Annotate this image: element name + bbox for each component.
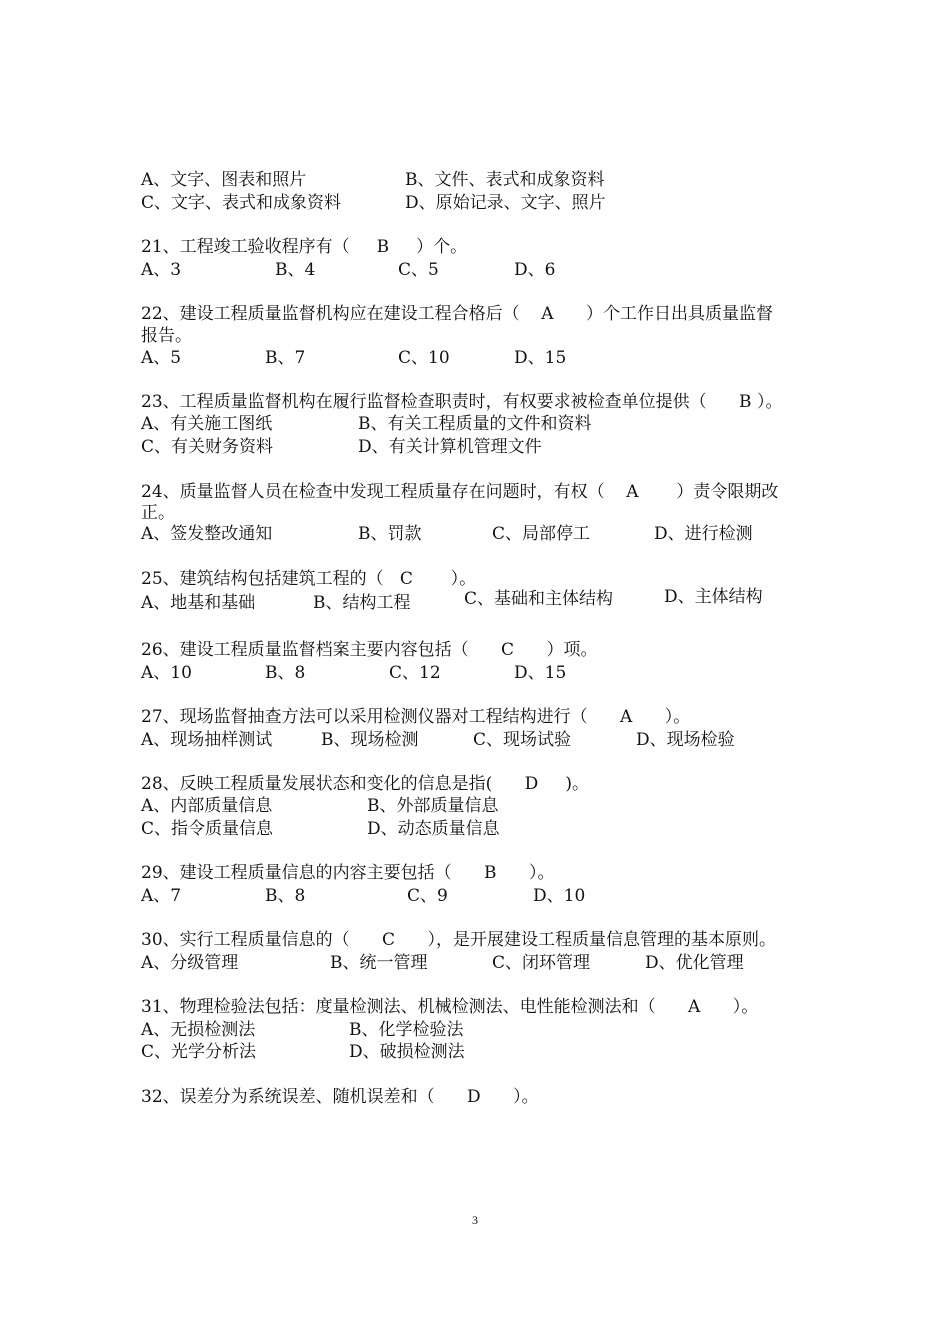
q23-stem: 23、工程质量监督机构在履行监督检查职责时，有权要求被检查单位提供（ B ）。 (141, 392, 783, 412)
q23-option-d: D、有关计算机管理文件 (358, 437, 542, 457)
q24-option-b: B、罚款 (358, 524, 422, 544)
q31-stem: 31、物理检验法包括：度量检测法、机械检测法、电性能检测法和（ A ）。 (141, 997, 759, 1017)
q23-option-b: B、有关工程质量的文件和资料 (358, 414, 592, 434)
q22-stem-line2: 报告。 (141, 326, 192, 346)
q25-stem: 25、建筑结构包括建筑工程的（ C ）。 (141, 569, 477, 589)
q28-option-d: D、动态质量信息 (367, 819, 500, 839)
q21-stem: 21、工程竣工验收程序有（ B ）个。 (141, 237, 468, 257)
q28-option-a: A、内部质量信息 (141, 796, 273, 816)
q22-option-d: D、15 (514, 348, 567, 368)
q27-option-a: A、现场抽样测试 (141, 730, 273, 750)
q20-option-c: C、文字、表式和成象资料 (141, 193, 342, 213)
q26-option-a: A、10 (141, 663, 192, 683)
q31-option-d: D、破损检测法 (349, 1042, 465, 1062)
q29-option-a: A、7 (141, 886, 182, 906)
q25-option-a: A、地基和基础 (141, 593, 256, 613)
q27-stem: 27、现场监督抽查方法可以采用检测仪器对工程结构进行（ A ）。 (141, 707, 691, 727)
q20-option-d: D、原始记录、文字、照片 (405, 193, 606, 213)
q29-option-b: B、8 (265, 886, 306, 906)
q26-option-b: B、8 (265, 663, 306, 683)
q30-option-a: A、分级管理 (141, 953, 239, 973)
q21-option-b: B、4 (275, 260, 316, 280)
q21-option-c: C、5 (398, 260, 439, 280)
q22-option-a: A、5 (141, 348, 182, 368)
q25-option-c: C、基础和主体结构 (464, 589, 614, 609)
q28-stem: 28、反映工程质量发展状态和变化的信息是指( D )。 (141, 774, 589, 794)
q31-option-b: B、化学检验法 (349, 1020, 464, 1040)
q24-stem-line2: 正。 (141, 503, 175, 523)
q28-option-c: C、指令质量信息 (141, 819, 274, 839)
q20-option-a: A、文字、图表和照片 (141, 170, 307, 190)
q23-option-a: A、有关施工图纸 (141, 414, 273, 434)
q24-option-c: C、局部停工 (492, 524, 591, 544)
q30-option-d: D、优化管理 (645, 953, 744, 973)
q21-option-d: D、6 (514, 260, 556, 280)
q30-option-c: C、闭环管理 (492, 953, 591, 973)
q27-option-b: B、现场检测 (321, 730, 419, 750)
q25-option-d: D、主体结构 (664, 587, 763, 607)
q25-option-b: B、结构工程 (313, 593, 411, 613)
page-number: 3 (472, 1213, 478, 1227)
q22-option-c: C、10 (398, 348, 450, 368)
q23-option-c: C、有关财务资料 (141, 437, 274, 457)
q31-option-a: A、无损检测法 (141, 1020, 256, 1040)
q28-option-b: B、外部质量信息 (367, 796, 499, 816)
q24-option-d: D、进行检测 (654, 524, 753, 544)
q24-stem-line1: 24、质量监督人员在检查中发现工程质量存在问题时，有权（ A ）责令限期改 (141, 482, 779, 502)
q26-option-d: D、15 (514, 663, 567, 683)
q20-option-b: B、文件、表式和成象资料 (405, 170, 605, 190)
q29-option-c: C、9 (407, 886, 448, 906)
q24-option-a: A、签发整改通知 (141, 524, 273, 544)
q26-option-c: C、12 (389, 663, 441, 683)
q30-stem: 30、实行工程质量信息的（ C ），是开展建设工程质量信息管理的基本原则。 (141, 930, 776, 950)
q21-option-a: A、3 (141, 260, 182, 280)
q31-option-c: C、光学分析法 (141, 1042, 257, 1062)
q22-option-b: B、7 (265, 348, 306, 368)
q32-stem: 32、误差分为系统误差、随机误差和（ D ）。 (141, 1087, 539, 1107)
q22-stem-line1: 22、建设工程质量监督机构应在建设工程合格后（ A ）个工作日出具质量监督 (141, 304, 773, 324)
q29-stem: 29、建设工程质量信息的内容主要包括（ B ）。 (141, 863, 555, 883)
q26-stem: 26、建设工程质量监督档案主要内容包括（ C ）项。 (141, 640, 598, 660)
q30-option-b: B、统一管理 (330, 953, 428, 973)
q27-option-d: D、现场检验 (636, 730, 735, 750)
q27-option-c: C、现场试验 (473, 730, 572, 750)
q29-option-d: D、10 (533, 886, 586, 906)
